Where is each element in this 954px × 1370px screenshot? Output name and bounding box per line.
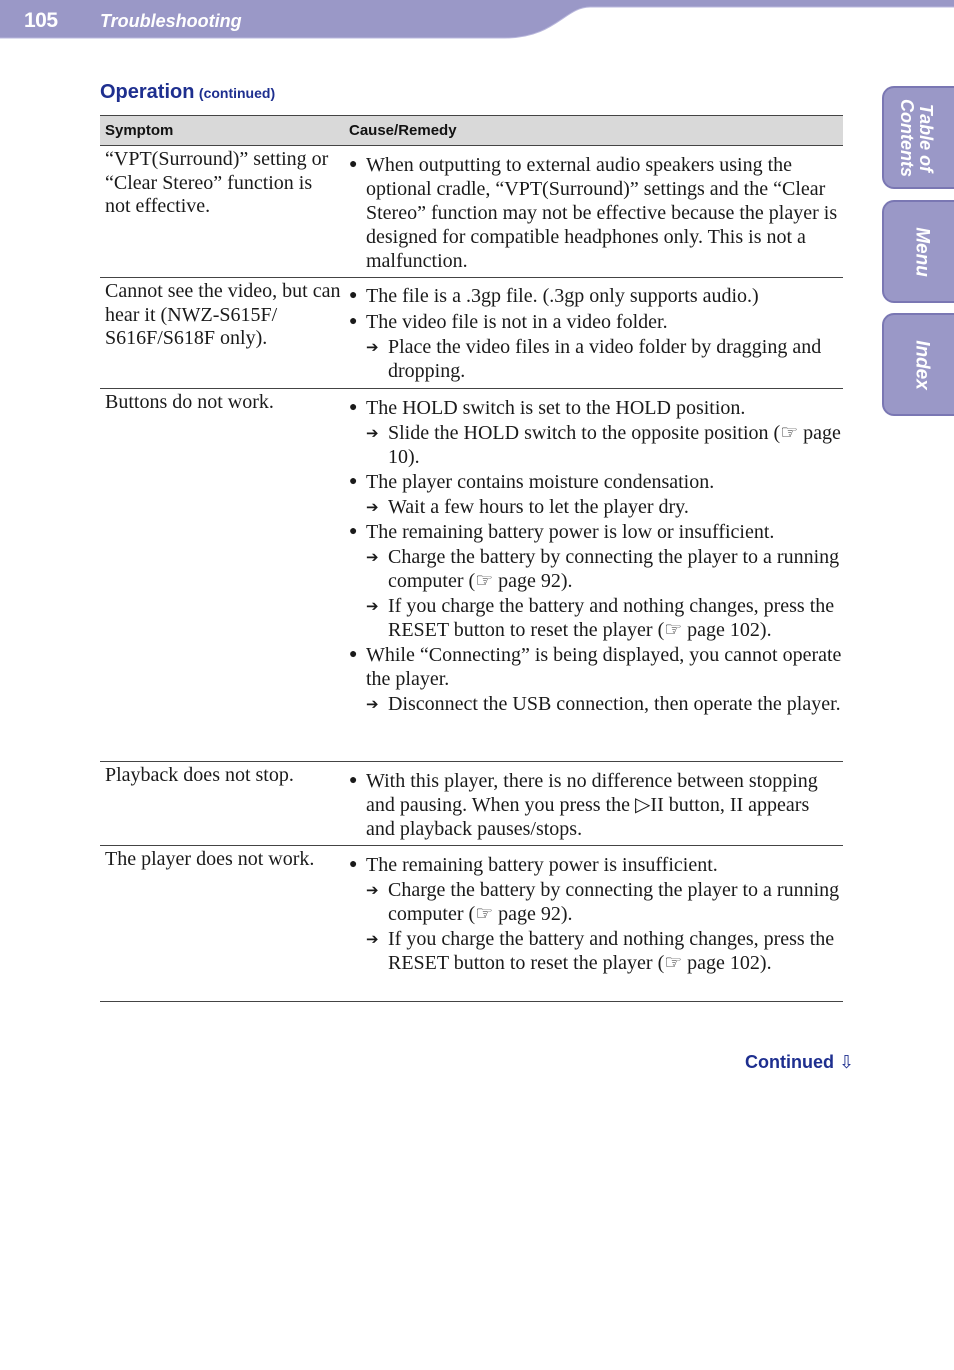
heading-title: Operation bbox=[100, 81, 195, 103]
arrow-right-icon: ➔ bbox=[366, 930, 379, 948]
remedy-item bbox=[349, 545, 843, 593]
remedy-text: Disconnect the USB connection, then operate the player. bbox=[388, 693, 841, 715]
cause-item bbox=[349, 310, 843, 334]
cause-item bbox=[349, 853, 843, 877]
remedy-item bbox=[349, 495, 843, 519]
tab-index-label: Index bbox=[911, 339, 933, 390]
page-header bbox=[0, 0, 954, 40]
table-row bbox=[100, 846, 843, 1002]
cause-text: With this player, there is no difference between stopping and pausing. When you press the ▷II button, II appears and playback pauses/stops. bbox=[366, 770, 818, 840]
cause-item bbox=[349, 153, 843, 273]
section-heading bbox=[100, 81, 275, 104]
continued-label: Continued bbox=[745, 1052, 834, 1072]
bullet-icon: ● bbox=[349, 474, 358, 489]
section-title: Troubleshooting bbox=[100, 11, 242, 31]
arrow-right-icon: ➔ bbox=[366, 881, 379, 899]
bullet-icon: ● bbox=[349, 524, 358, 539]
table-row bbox=[100, 146, 843, 278]
cause-item bbox=[349, 396, 843, 420]
remedy-item bbox=[349, 878, 843, 926]
cause-text: The remaining battery power is insufficient. bbox=[366, 854, 718, 876]
cause-remedy-cell bbox=[349, 396, 843, 717]
bullet-icon: ● bbox=[349, 288, 358, 303]
column-header-cause-remedy: Cause/Remedy bbox=[349, 122, 457, 139]
remedy-text: If you charge the battery and nothing changes, press the RESET button to reset the player (☞ page 102). bbox=[388, 595, 835, 641]
continued-link[interactable] bbox=[745, 1052, 854, 1073]
cause-text: The video file is not in a video folder. bbox=[366, 311, 668, 333]
bullet-icon: ● bbox=[349, 647, 358, 662]
cause-remedy-cell bbox=[349, 853, 843, 976]
heading-suffix: (continued) bbox=[198, 85, 276, 101]
tab-menu-label: Menu bbox=[911, 226, 933, 277]
remedy-text: Wait a few hours to let the player dry. bbox=[388, 496, 689, 518]
symptom-cell: The player does not work. bbox=[105, 848, 315, 870]
remedy-item bbox=[349, 594, 843, 642]
troubleshooting-table bbox=[100, 115, 843, 1002]
cause-text: The file is a .3gp file. (.3gp only supports audio.) bbox=[366, 285, 759, 307]
bullet-icon: ● bbox=[349, 773, 358, 788]
tab-menu[interactable] bbox=[882, 200, 954, 303]
remedy-text: Charge the battery by connecting the player to a running computer (☞ page 92). bbox=[388, 879, 840, 925]
bullet-icon: ● bbox=[349, 314, 358, 329]
arrow-right-icon: ➔ bbox=[366, 597, 379, 615]
table-row bbox=[100, 278, 843, 389]
page-number: 105 bbox=[24, 9, 58, 32]
arrow-right-icon: ➔ bbox=[366, 498, 379, 516]
tab-index[interactable] bbox=[882, 313, 954, 416]
remedy-item bbox=[349, 927, 843, 975]
cause-remedy-cell bbox=[349, 153, 843, 274]
cause-item bbox=[349, 520, 843, 544]
cause-item bbox=[349, 284, 843, 308]
cause-item bbox=[349, 470, 843, 494]
cause-text: The player contains moisture condensation. bbox=[366, 471, 715, 493]
table-row bbox=[100, 389, 843, 762]
remedy-item bbox=[349, 421, 843, 469]
cause-item bbox=[349, 769, 843, 841]
cause-text: The HOLD switch is set to the HOLD position. bbox=[366, 397, 746, 419]
remedy-item bbox=[349, 692, 843, 716]
down-arrow-icon: ⇩ bbox=[839, 1052, 855, 1073]
tab-table-of-contents[interactable] bbox=[882, 86, 954, 189]
cause-remedy-cell bbox=[349, 284, 843, 384]
symptom-cell: Cannot see the video, but can hear it (NWZ-S615F/ S616F/S618F only). bbox=[105, 280, 341, 349]
bullet-icon: ● bbox=[349, 157, 358, 172]
arrow-right-icon: ➔ bbox=[366, 695, 379, 713]
symptom-cell: Buttons do not work. bbox=[105, 391, 274, 413]
arrow-right-icon: ➔ bbox=[366, 338, 379, 356]
remedy-text: Charge the battery by connecting the player to a running computer (☞ page 92). bbox=[388, 546, 840, 592]
tab-table-of-contents-label: Table of Contents bbox=[897, 98, 936, 177]
cause-text: When outputting to external audio speakers using the optional cradle, “VPT(Surround)” settings and the “Clear Stereo” function may not be effective because the player is designed for compatible headphones only. This is not a malfunction. bbox=[366, 154, 838, 272]
table-header bbox=[100, 115, 843, 146]
bullet-icon: ● bbox=[349, 857, 358, 872]
remedy-item bbox=[349, 335, 843, 383]
cause-text: The remaining battery power is low or insufficient. bbox=[366, 521, 775, 543]
column-header-symptom: Symptom bbox=[105, 122, 174, 139]
symptom-cell: Playback does not stop. bbox=[105, 764, 294, 786]
cause-text: While “Connecting” is being displayed, you cannot operate the player. bbox=[366, 644, 842, 690]
arrow-right-icon: ➔ bbox=[366, 548, 379, 566]
remedy-text: Place the video files in a video folder by dragging and dropping. bbox=[388, 336, 822, 382]
remedy-text: Slide the HOLD switch to the opposite position (☞ page 10). bbox=[388, 422, 841, 468]
bullet-icon: ● bbox=[349, 400, 358, 415]
symptom-cell: “VPT(Surround)” setting or “Clear Stereo” function is not effective. bbox=[105, 148, 329, 217]
cause-remedy-cell bbox=[349, 769, 843, 842]
cause-item bbox=[349, 643, 843, 691]
remedy-text: If you charge the battery and nothing changes, press the RESET button to reset the player (☞ page 102). bbox=[388, 928, 835, 974]
table-row bbox=[100, 762, 843, 846]
arrow-right-icon: ➔ bbox=[366, 424, 379, 442]
